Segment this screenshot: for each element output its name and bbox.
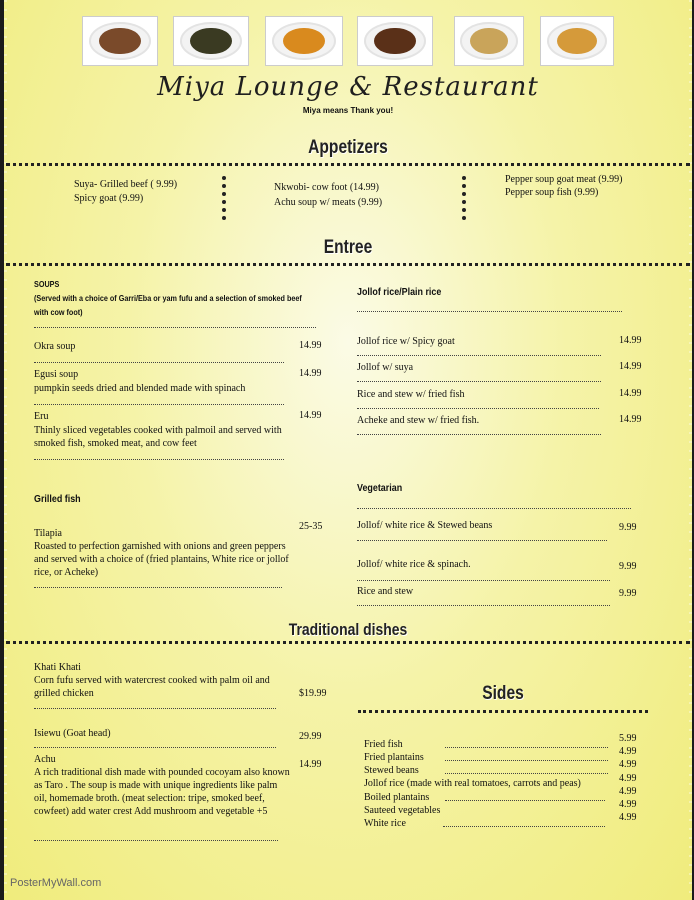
- menu-item-desc: pumpkin seeds dried and blended made with spinach: [34, 383, 246, 394]
- restaurant-subtitle: Miya means Thank you!: [302, 106, 394, 115]
- appetizers-heading: Appetizers: [308, 137, 388, 158]
- menu-item-name: Tilapia: [34, 528, 62, 539]
- menu-item-price: 14.99: [299, 410, 322, 421]
- menu-item-price: 9.99: [619, 522, 637, 533]
- menu-item-name: Okra soup: [34, 341, 76, 352]
- separator: [357, 508, 631, 509]
- jollof-title: Jollof rice/Plain rice: [357, 286, 442, 298]
- separator: [357, 540, 607, 541]
- menu-item-price: 14.99: [619, 388, 642, 399]
- separator: [34, 404, 284, 405]
- menu-item-price: 14.99: [299, 759, 322, 770]
- restaurant-title: Miya Lounge & Restaurant: [157, 72, 539, 102]
- appetizer-item: Nkwobi- cow foot (14.99): [274, 182, 379, 193]
- separator: [443, 826, 605, 827]
- menu-page: [4, 0, 692, 900]
- menu-item-price: 14.99: [619, 335, 642, 346]
- menu-item-name: Khati Khati: [34, 662, 81, 673]
- fufu-soup-photo: [173, 16, 249, 66]
- soups-note: (Served with a choice of Garri/Eba or yam fufu and a selection of smoked beef with cow foot): [34, 293, 302, 317]
- menu-item-price: 25-35: [299, 521, 323, 532]
- side-item-price: 5.99: [619, 733, 637, 744]
- separator: [445, 760, 608, 761]
- side-item-price: 4.99: [619, 786, 637, 797]
- sides-rule: [358, 710, 648, 713]
- side-item-price: 4.99: [619, 746, 637, 757]
- side-item-price: 4.99: [619, 799, 637, 810]
- separator: [357, 580, 610, 581]
- menu-item-price: 14.99: [299, 340, 322, 351]
- sides-heading: Sides: [482, 683, 524, 704]
- traditional-heading: Traditional dishes: [288, 620, 408, 639]
- menu-item-name: Acheke and stew w/ fried fish.: [357, 415, 480, 426]
- separator: [34, 327, 316, 328]
- food-photo-strip: [4, 0, 692, 70]
- entree-heading: Entree: [323, 237, 373, 258]
- side-item-name: Fried fish: [364, 739, 403, 750]
- appetizer-divider: [462, 176, 466, 220]
- side-item-price: 4.99: [619, 773, 637, 784]
- menu-item-price: 9.99: [619, 588, 637, 599]
- menu-item-price: 14.99: [299, 368, 322, 379]
- soups-title: SOUPS: [34, 279, 60, 289]
- stew-dish-photo: [82, 16, 158, 66]
- appetizer-item: Pepper soup goat meat (9.99): [505, 174, 623, 185]
- separator: [357, 434, 601, 435]
- side-item-name: Jollof rice (made with real tomatoes, carrots and peas): [364, 778, 581, 789]
- menu-item-price: 9.99: [619, 561, 637, 572]
- left-edge-decoration: [4, 0, 7, 900]
- menu-item-name: Rice and stew w/ fried fish: [357, 389, 465, 400]
- side-item-name: Sauteed vegetables: [364, 805, 441, 816]
- menu-item-name: Eru: [34, 411, 49, 422]
- appetizer-item: Suya- Grilled beef ( 9.99): [74, 179, 178, 190]
- menu-item-price: $19.99: [299, 688, 327, 699]
- separator: [34, 747, 276, 748]
- menu-item-desc: Corn fufu served with watercrest cooked with palm oil and grilled chicken: [34, 675, 270, 699]
- appetizer-item: Pepper soup fish (9.99): [505, 187, 599, 198]
- separator: [445, 800, 605, 801]
- grilled-fish-title: Grilled fish: [34, 493, 81, 505]
- separator: [34, 362, 284, 363]
- menu-item-name: Jollof w/ suya: [357, 362, 414, 373]
- menu-item-name: Egusi soup: [34, 369, 79, 380]
- separator: [357, 381, 601, 382]
- menu-item-price: 14.99: [619, 414, 642, 425]
- side-item-price: 4.99: [619, 759, 637, 770]
- pepper-soup-photo: [265, 16, 343, 66]
- side-item-name: Boiled plantains: [364, 792, 430, 803]
- appetizer-item: Spicy goat (9.99): [74, 193, 144, 204]
- separator: [357, 355, 601, 356]
- menu-item-name: Jollof rice w/ Spicy goat: [357, 336, 455, 347]
- side-item-name: Stewed beans: [364, 765, 419, 776]
- menu-item-name: Jollof/ white rice & spinach.: [357, 559, 471, 570]
- appetizers-rule: [6, 163, 690, 166]
- side-item-name: Fried plantains: [364, 752, 424, 763]
- separator: [357, 605, 610, 606]
- menu-item-name: Isiewu (Goat head): [34, 728, 111, 739]
- traditional-rule: [6, 641, 690, 644]
- grilled-fish-photo: [454, 16, 524, 66]
- menu-item-desc: A rich traditional dish made with pounded cocoyam also known as Taro . The soup is made with unique ingredients like palm oil, homemade broth. (meat selection: tripe, smoked beef, cowfeet) add water crest Add mushroom and vegetable +5: [34, 767, 290, 817]
- jollof-plate-photo: [540, 16, 614, 66]
- separator: [357, 408, 599, 409]
- menu-item-desc: Roasted to perfection garnished with onions and green peppers and served with a choice of (fried plantains, White rice or jollof rice, or Acheke): [34, 541, 289, 578]
- menu-item-price: 14.99: [619, 361, 642, 372]
- separator: [445, 773, 608, 774]
- right-edge-decoration: [689, 0, 692, 900]
- separator: [445, 747, 608, 748]
- separator: [34, 840, 278, 841]
- menu-item-price: 29.99: [299, 731, 322, 742]
- menu-item-name: Rice and stew: [357, 586, 414, 597]
- side-item-name: White rice: [364, 818, 406, 829]
- menu-item-name: Achu: [34, 754, 56, 765]
- side-item-price: 4.99: [619, 812, 637, 823]
- appetizer-item: Achu soup w/ meats (9.99): [274, 197, 383, 208]
- menu-item-desc: Thinly sliced vegetables cooked with palmoil and served with smoked fish, smoked meat, and cow feet: [34, 425, 282, 449]
- menu-item-name: Jollof/ white rice & Stewed beans: [357, 520, 493, 531]
- appetizer-divider: [222, 176, 226, 220]
- vegetarian-title: Vegetarian: [357, 482, 403, 494]
- separator: [357, 311, 622, 312]
- separator: [34, 587, 282, 588]
- separator: [34, 708, 276, 709]
- suya-photo: [357, 16, 433, 66]
- postermywall-watermark[interactable]: PosterMyWall.com: [10, 877, 102, 889]
- separator: [34, 459, 284, 460]
- entree-rule: [6, 263, 690, 266]
